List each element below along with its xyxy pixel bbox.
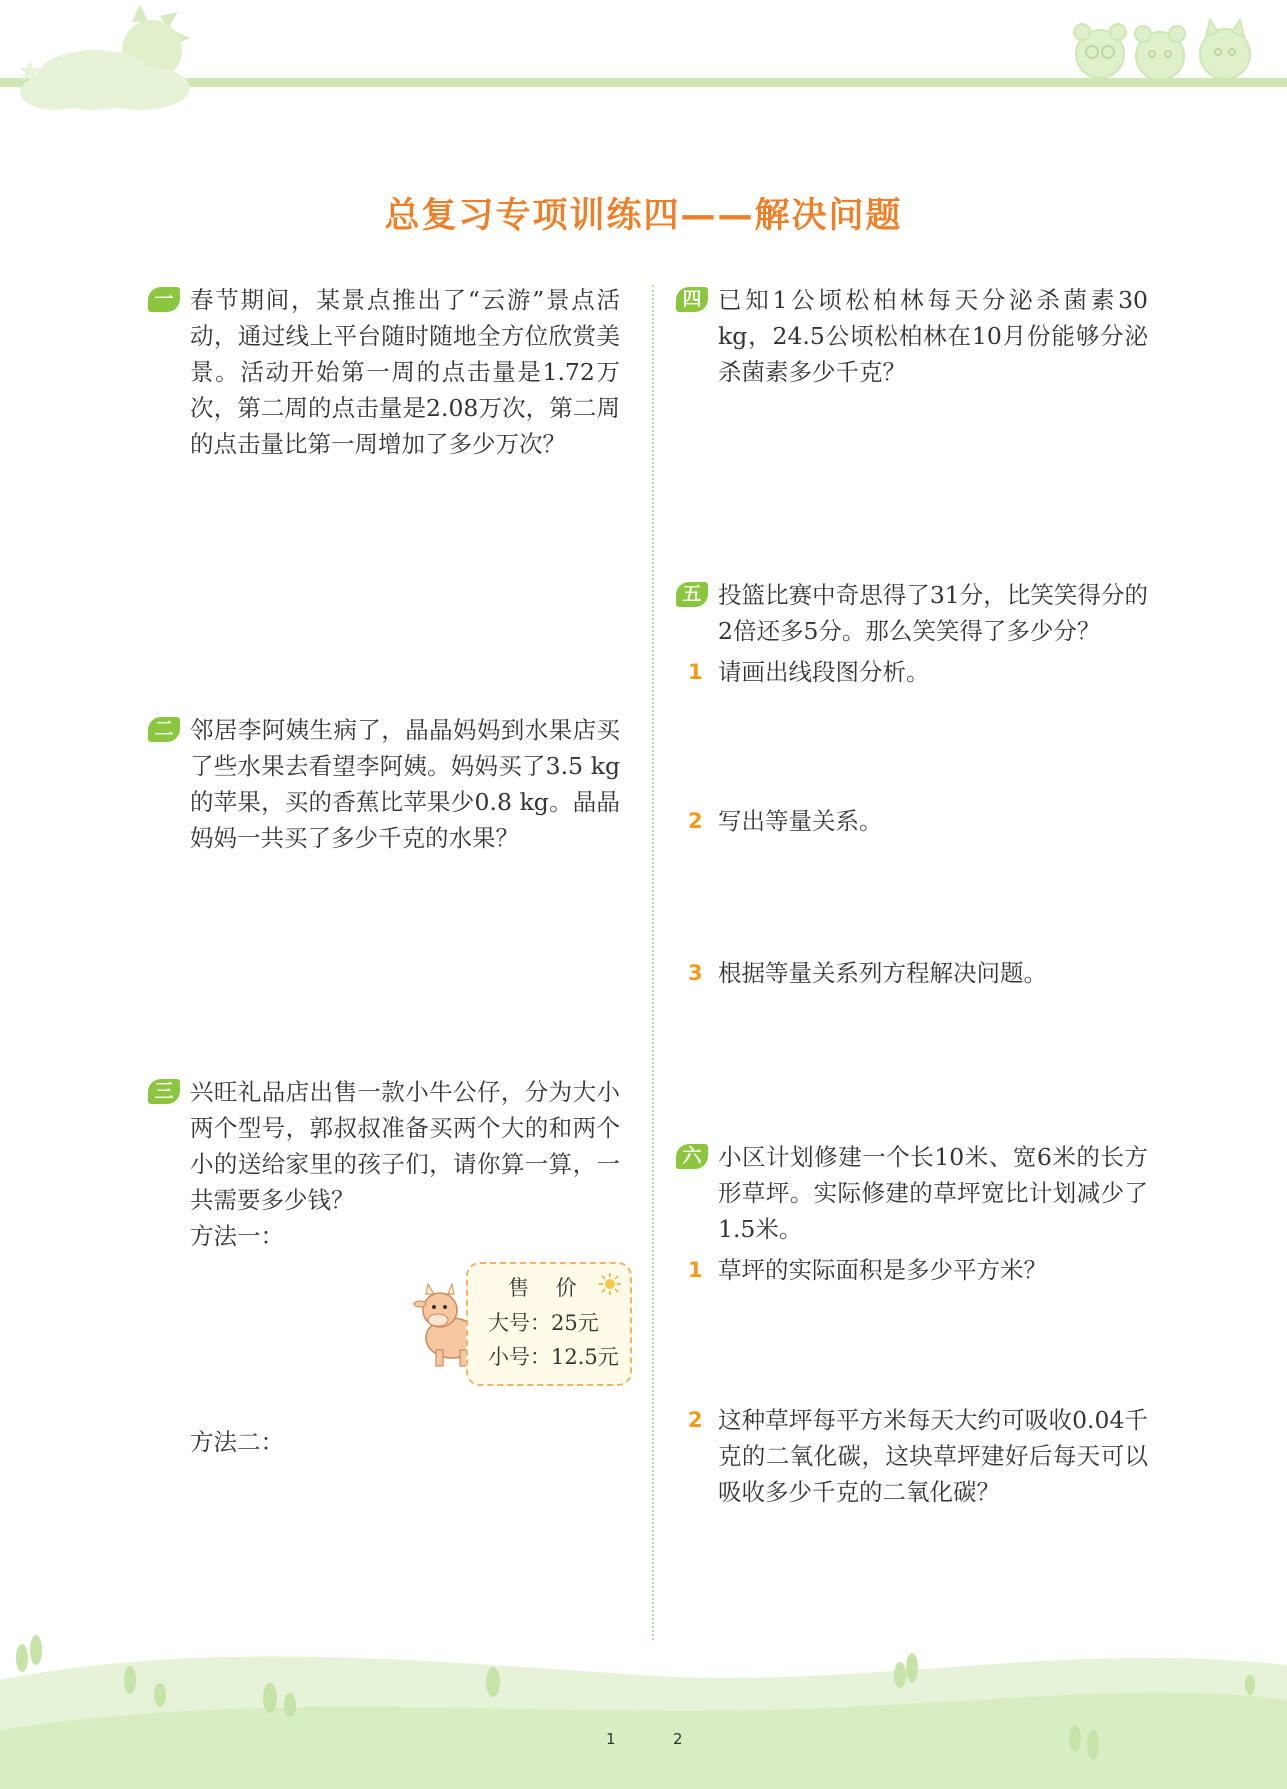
question-badge: 五 bbox=[676, 582, 708, 607]
subquestion-text: 草坪的实际面积是多少平方米？ bbox=[718, 1256, 1047, 1284]
page-number-left: 1 bbox=[606, 1730, 616, 1748]
subquestion-text: 写出等量关系。 bbox=[718, 807, 883, 835]
question-text: 邻居李阿姨生病了，晶晶妈妈到水果店买了些水果去看望李阿姨。妈妈买了3.5 kg的苹果，买的香蕉比苹果少0.8 kg。晶晶妈妈一共买了多少千克的水果？ bbox=[190, 716, 620, 852]
question-text: 春节期间，某景点推出了“云游”景点活动，通过线上平台随时随地全方位欣赏美景。活动开始第一周的点击量是1.72万次，第二周的点击量是2.08万次，第二周的点击量比第一周增加了多少万次？ bbox=[190, 286, 620, 458]
question-badge: 四 bbox=[676, 287, 708, 312]
question-badge: 三 bbox=[148, 1079, 180, 1104]
price-large: 大号：25元 bbox=[488, 1311, 599, 1335]
question-text: 小区计划修建一个长10米、宽6米的长方形草坪。实际修建的草坪宽比计划减少了1.5米。 bbox=[718, 1143, 1148, 1243]
column-divider bbox=[652, 285, 654, 1640]
bottom-landscape-decoration bbox=[0, 1620, 1287, 1789]
question-badge: 二 bbox=[148, 717, 180, 742]
subquestion-number: 2 bbox=[688, 1408, 703, 1432]
question-text: 投篮比赛中奇思得了31分，比笑笑得分的2倍还多5分。那么笑笑得了多少分？ bbox=[718, 581, 1148, 645]
price-card-title: 售 价 bbox=[508, 1276, 587, 1300]
method-two-label: 方法二： bbox=[190, 1428, 284, 1456]
page-number-right: 2 bbox=[673, 1730, 683, 1748]
subquestion-text: 请画出线段图分析。 bbox=[718, 658, 930, 686]
price-card bbox=[466, 1262, 632, 1386]
subquestion-number: 3 bbox=[688, 961, 703, 985]
sun-cloud-decoration bbox=[0, 0, 210, 115]
subquestion-text: 根据等量关系列方程解决问题。 bbox=[718, 959, 1047, 987]
subquestion-number: 1 bbox=[688, 660, 703, 684]
question-badge: 一 bbox=[148, 287, 180, 312]
animal-faces-decoration bbox=[1060, 18, 1260, 83]
sun-icon bbox=[598, 1272, 622, 1296]
subquestion-number: 1 bbox=[688, 1258, 703, 1282]
subquestion-text: 这种草坪每平方米每天大约可吸收0.04千克的二氧化碳，这块草坪建好后每天可以吸收多少千克的二氧化碳？ bbox=[718, 1406, 1148, 1506]
question-text: 兴旺礼品店出售一款小牛公仔，分为大小两个型号，郭叔叔准备买两个大的和两个小的送给家里的孩子们，请你算一算，一共需要多少钱？ bbox=[190, 1078, 620, 1214]
question-badge: 六 bbox=[676, 1144, 708, 1169]
price-small: 小号：12.5元 bbox=[488, 1345, 619, 1369]
question-text: 已知1公顷松柏林每天分泌杀菌素30 kg，24.5公顷松柏林在10月份能够分泌杀菌素多少千克？ bbox=[718, 286, 1148, 386]
page-title: 总复习专项训练四——解决问题 bbox=[384, 196, 903, 236]
method-one-label: 方法一： bbox=[190, 1222, 284, 1250]
subquestion-number: 2 bbox=[688, 809, 703, 833]
